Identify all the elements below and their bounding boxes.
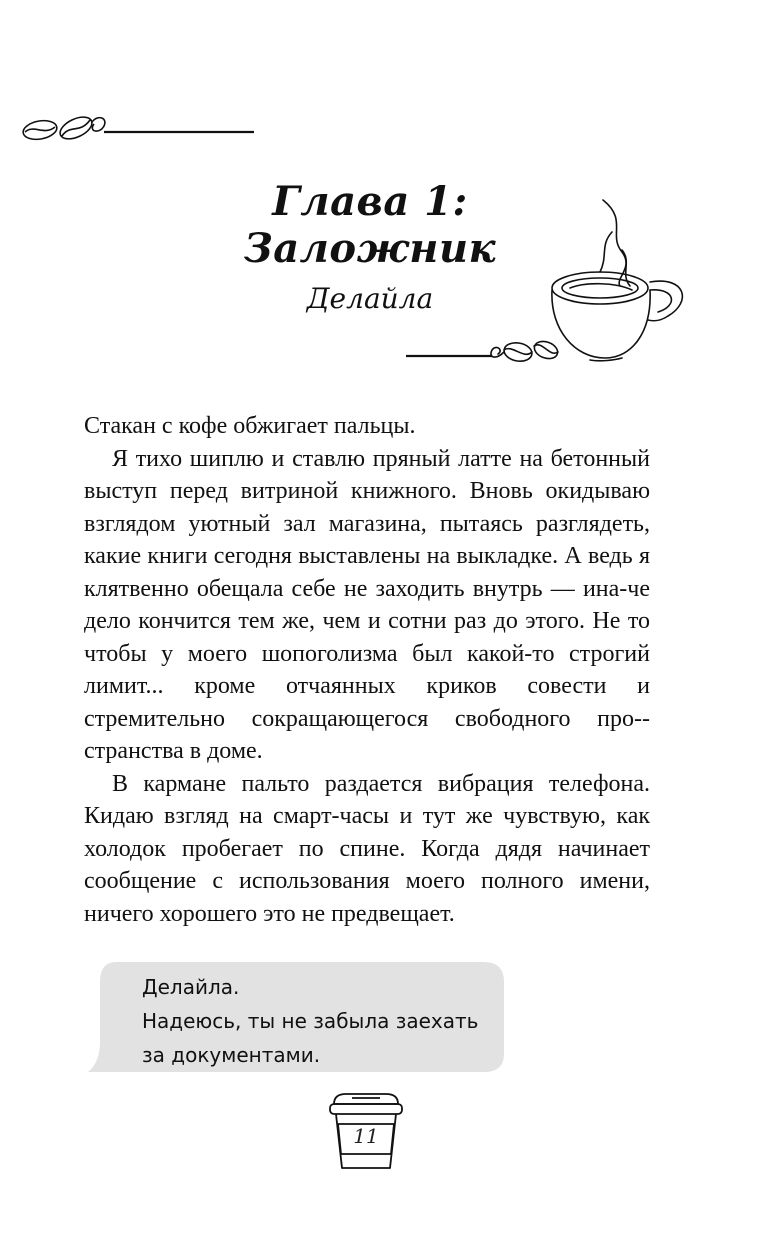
paragraph: Стакан с кофе обжигает пальцы. <box>84 413 416 439</box>
paragraph: В кармане пальто раздается вибрация телефона. Кидаю взгляд на смарт-часы и тут же чувствую, как холодок пробегает по спине. Когда дядя начинает сообщение с использования моего полного имени, ничего хорошего это не предвещает. <box>84 770 650 927</box>
message-line: Делайла. <box>142 975 240 999</box>
page-number: 11 <box>353 1124 379 1148</box>
message-bubble <box>88 962 504 1072</box>
pov-character-name: Делайла <box>306 282 434 315</box>
coffee-cup-icon <box>400 190 700 375</box>
message-line: Надеюсь, ты не забыла заехать <box>142 1009 479 1033</box>
message-text <box>142 970 492 1072</box>
message-line: за документами. <box>142 1043 321 1067</box>
coffee-beans-flourish-icon <box>18 110 263 150</box>
chapter-title: Глава 1: Заложник <box>243 178 497 272</box>
chapter-body <box>84 410 650 930</box>
paragraph: Я тихо шиплю и ставлю пряный латте на бетонный выступ перед витриной книжного. Вновь окидываю взглядом уютный зал магазина, пытаясь разглядеть, какие книги сегодня выставлены на выкладке. А ведь я клятвенно обещала себе не заходить внутрь — ина-че дело кончится тем же, чем и сотни раз до этого. Не то чтобы у моего шопоголизма был какой-то строгий лимит... кроме отчаянных криков совести и стремительно сокращающегося свободного про-странства в доме. <box>84 445 650 764</box>
